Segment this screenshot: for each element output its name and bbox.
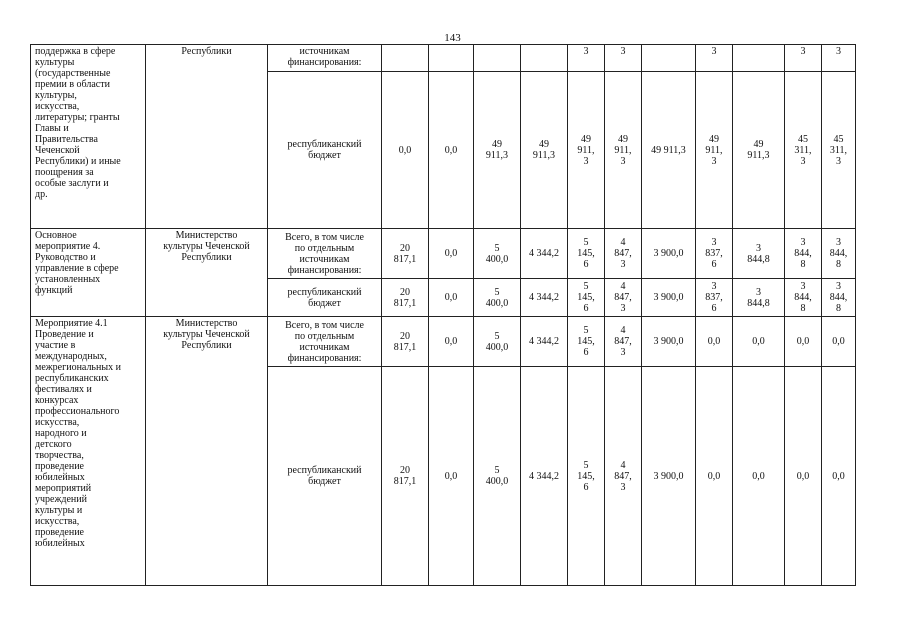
value-cell: 0,0 — [733, 367, 785, 586]
value-cell: 5 145, 6 — [568, 229, 605, 279]
value-cell: 4 847, 3 — [605, 229, 642, 279]
value-cell: 0,0 — [733, 317, 785, 367]
value-cell: 3 — [785, 45, 822, 72]
value-cell: 3 844, 8 — [785, 279, 822, 317]
value-cell — [521, 45, 568, 72]
source-cell: республиканский бюджет — [268, 279, 382, 317]
budget-table — [30, 44, 856, 586]
value-cell: 0,0 — [785, 367, 822, 586]
value-cell: 0,0 — [696, 317, 733, 367]
value-cell — [474, 45, 521, 72]
value-cell: 3 844, 8 — [822, 279, 856, 317]
value-cell: 49 911,3 — [642, 72, 696, 229]
executor-cell: Министерство культуры Чеченской Республики — [146, 317, 268, 586]
page-number: 143 — [444, 32, 461, 44]
value-cell: 3 844,8 — [733, 279, 785, 317]
value-cell: 49 911,3 — [733, 72, 785, 229]
value-cell: 0,0 — [429, 279, 474, 317]
value-cell: 0,0 — [429, 72, 474, 229]
value-cell: 5 145, 6 — [568, 367, 605, 586]
value-cell: 4 847, 3 — [605, 279, 642, 317]
value-cell: 0,0 — [429, 317, 474, 367]
executor-cell: Министерство культуры Чеченской Республики — [146, 229, 268, 317]
value-cell: 49 911,3 — [521, 72, 568, 229]
value-cell — [382, 45, 429, 72]
table-row — [31, 45, 856, 72]
source-cell: республиканский бюджет — [268, 367, 382, 586]
value-cell: 5 400,0 — [474, 367, 521, 586]
value-cell: 0,0 — [429, 367, 474, 586]
value-cell: 20 817,1 — [382, 367, 429, 586]
value-cell: 4 847, 3 — [605, 367, 642, 586]
value-cell: 45 311, 3 — [785, 72, 822, 229]
value-cell: 5 400,0 — [474, 279, 521, 317]
value-cell: 0,0 — [429, 229, 474, 279]
value-cell — [733, 45, 785, 72]
table-row — [31, 317, 856, 367]
value-cell: 4 344,2 — [521, 279, 568, 317]
value-cell: 3 — [568, 45, 605, 72]
value-cell: 0,0 — [822, 317, 856, 367]
executor-cell: Республики — [146, 45, 268, 229]
value-cell: 45 311, 3 — [822, 72, 856, 229]
source-cell: республиканский бюджет — [268, 72, 382, 229]
value-cell: 0,0 — [785, 317, 822, 367]
value-cell: 3 844, 8 — [822, 229, 856, 279]
value-cell: 4 344,2 — [521, 317, 568, 367]
value-cell: 49 911, 3 — [605, 72, 642, 229]
value-cell: 3 900,0 — [642, 367, 696, 586]
event-name-cell: поддержка в сфере культуры (государственные премии в области культуры, искусства, литературы; гранты Главы и Правительства Чеченской Республики) и иные поощрения за особые заслуги и др. — [31, 45, 146, 229]
value-cell: 4 344,2 — [521, 367, 568, 586]
value-cell: 3 844, 8 — [785, 229, 822, 279]
event-name-cell: Основное мероприятие 4. Руководство и управление в сфере установленных функций — [31, 229, 146, 317]
table-row — [31, 229, 856, 279]
value-cell: 5 145, 6 — [568, 317, 605, 367]
value-cell: 5 400,0 — [474, 229, 521, 279]
value-cell: 20 817,1 — [382, 279, 429, 317]
value-cell: 4 344,2 — [521, 229, 568, 279]
value-cell: 3 900,0 — [642, 317, 696, 367]
source-cell: источникам финансирования: — [268, 45, 382, 72]
value-cell: 0,0 — [696, 367, 733, 586]
value-cell: 4 847, 3 — [605, 317, 642, 367]
value-cell: 3 900,0 — [642, 279, 696, 317]
value-cell: 49 911, 3 — [568, 72, 605, 229]
value-cell: 3 837, 6 — [696, 279, 733, 317]
value-cell: 5 145, 6 — [568, 279, 605, 317]
value-cell: 0,0 — [382, 72, 429, 229]
value-cell: 3 844,8 — [733, 229, 785, 279]
value-cell: 3 — [605, 45, 642, 72]
value-cell: 20 817,1 — [382, 317, 429, 367]
value-cell: 20 817,1 — [382, 229, 429, 279]
value-cell: 0,0 — [822, 367, 856, 586]
value-cell — [642, 45, 696, 72]
value-cell: 3 900,0 — [642, 229, 696, 279]
source-cell: Всего, в том числе по отдельным источникам финансирования: — [268, 229, 382, 279]
event-name-cell: Мероприятие 4.1 Проведение и участие в международных, межрегиональных и республиканских фестивалях и конкурсах профессионального искусства, народного и детского творчества, проведение юбилейных мероприятий учреждений культуры и искусства, проведение юбилейных — [31, 317, 146, 586]
value-cell: 5 400,0 — [474, 317, 521, 367]
value-cell: 49 911, 3 — [696, 72, 733, 229]
value-cell — [429, 45, 474, 72]
value-cell: 3 837, 6 — [696, 229, 733, 279]
value-cell: 3 — [822, 45, 856, 72]
source-cell: Всего, в том числе по отдельным источникам финансирования: — [268, 317, 382, 367]
value-cell: 3 — [696, 45, 733, 72]
value-cell: 49 911,3 — [474, 72, 521, 229]
